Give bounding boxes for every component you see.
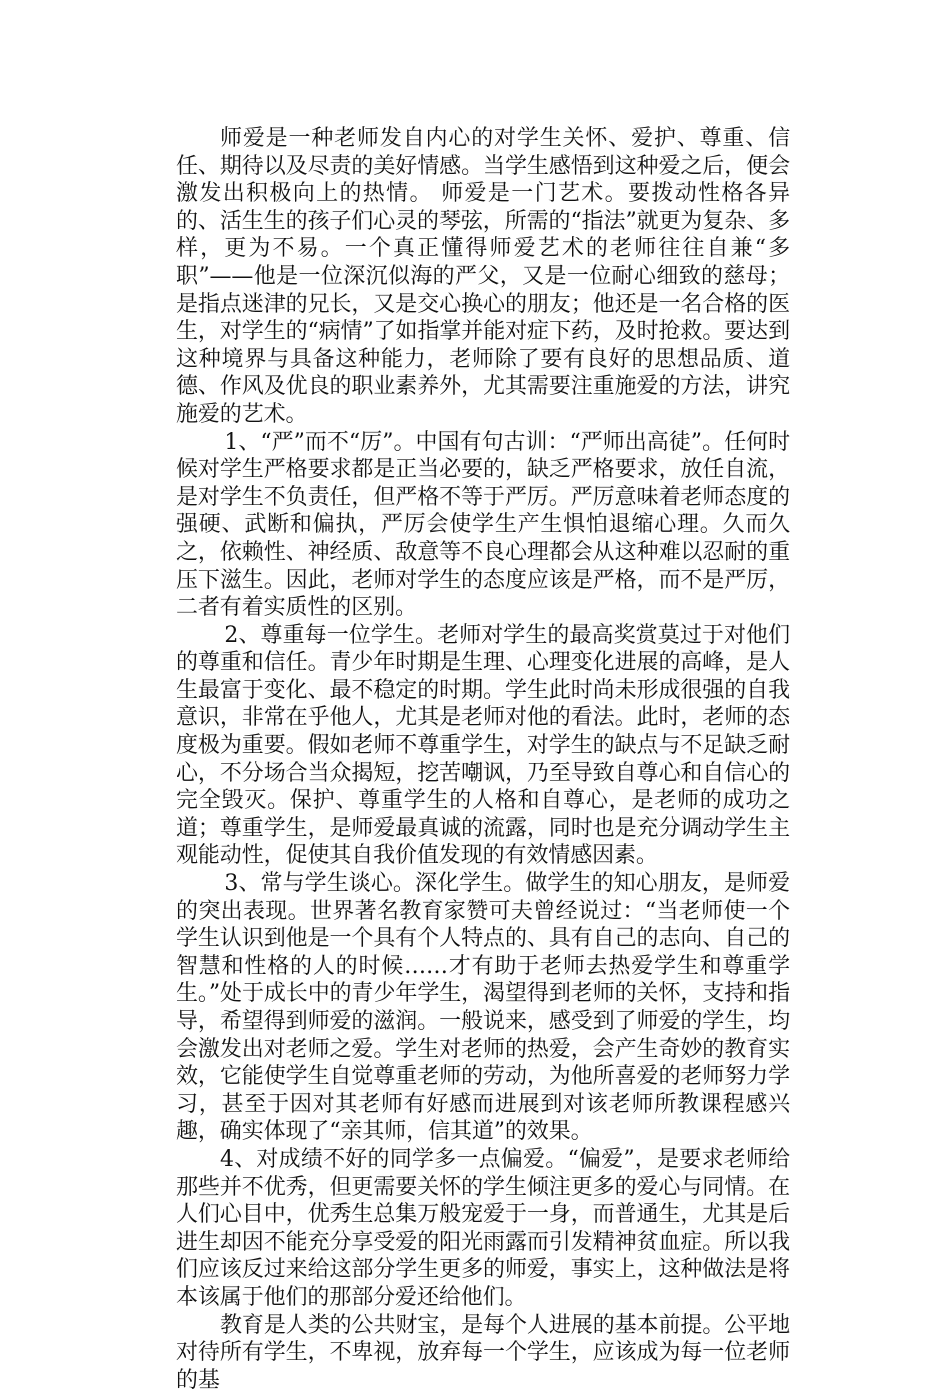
paragraph-point-4: 4、对成绩不好的同学多一点偏爱。“偏爱”，是要求老师给那些并不优秀，但更需要关怀的学生倾注更多的爱心与同情。在人们心目中，优秀生总集万般宠爱于一身，而普通生，尤其是后进生却因不能充分享受爱的阳光雨露而引发精神贫血症。所以我们应该反过来给这部分学生更多的师爱，事实上，这种做法是将本该属于他们的那部分爱还给他们。 (176, 1146, 790, 1310)
paragraph-conclusion: 教育是人类的公共财宝，是每个人进展的基本前提。公平地对待所有学生，不卑视，放弃每一个学生，应该成为每一位老师的基 (176, 1312, 790, 1393)
paragraph-point-1: 1、“严”而不“厉”。中国有句古训：“严师出高徒”。任何时候对学生严格要求都是正当必要的，缺乏严格要求，放任自流，是对学生不负责任，但严格不等于严厉。严厉意味着老师态度的强硬、武断和偏执，严厉会使学生产生惧怕退缩心理。久而久之，依赖性、神经质、敌意等不良心理都会从这种难以忍耐的重压下滋生。因此，老师对学生的态度应该是严格，而不是严厉，二者有着实质性的区别。 (176, 429, 790, 621)
body-text (176, 125, 790, 1394)
paragraph-intro: 师爱是一种老师发自内心的对学生关怀、爱护、尊重、信任、期待以及尽责的美好情感。当学生感悟到这种爱之后，便会激发出积极向上的热情。 师爱是一门艺术。要拨动性格各异的、活生生的孩子们心灵的琴弦，所需的“指法”就更为复杂、多样，更为不易。一个真正懂得师爱艺术的老师往往自兼“多职”——他是一位深沉似海的严父，又是一位耐心细致的慈母；是指点迷津的兄长，又是交心换心的朋友；他还是一名合格的医生，对学生的“病情”了如指掌并能对症下药，及时抢救。要达到这种境界与具备这种能力，老师除了要有良好的思想品质、道德、作风及优良的职业素养外，尤其需要注重施爱的方法，讲究施爱的艺术。 (176, 126, 790, 427)
paragraph-point-3: 3、常与学生谈心。深化学生。做学生的知心朋友，是师爱的突出表现。世界著名教育家赞可夫曾经说过：“当老师使一个学生认识到他是一个具有个人特点的、具有自己的志向、自己的智慧和性格的人的时候……才有助于老师去热爱学生和尊重学生。”处于成长中的青少年学生，渴望得到老师的关怀，支持和指导，希望得到师爱的滋润。一般说来，感受到了师爱的学生，均会激发出对老师之爱。学生对老师的热爱，会产生奇妙的教育实效，它能使学生自觉尊重老师的劳动，为他所喜爱的老师努力学习，甚至于因对其老师有好感而进展到对该老师所教课程感兴趣，确实体现了“亲其师，信其道”的效果。 (176, 871, 790, 1145)
paragraph-point-2: 2、尊重每一位学生。老师对学生的最高奖赏莫过于对他们的尊重和信任。青少年时期是生理、心理变化进展的高峰，是人生最富于变化、最不稳定的时期。学生此时尚未形成很强的自我意识，非常在乎他人，尤其是老师对他的看法。此时，老师的态度极为重要。假如老师不尊重学生，对学生的缺点与不足缺乏耐心，不分场合当众揭短，挖苦嘲讽，乃至导致自尊心和自信心的完全毁灭。保护、尊重学生的人格和自尊心，是老师的成功之道；尊重学生，是师爱最真诚的流露，同时也是充分调动学生主观能动性，促使其自我价值发现的有效情感因素。 (176, 622, 790, 869)
